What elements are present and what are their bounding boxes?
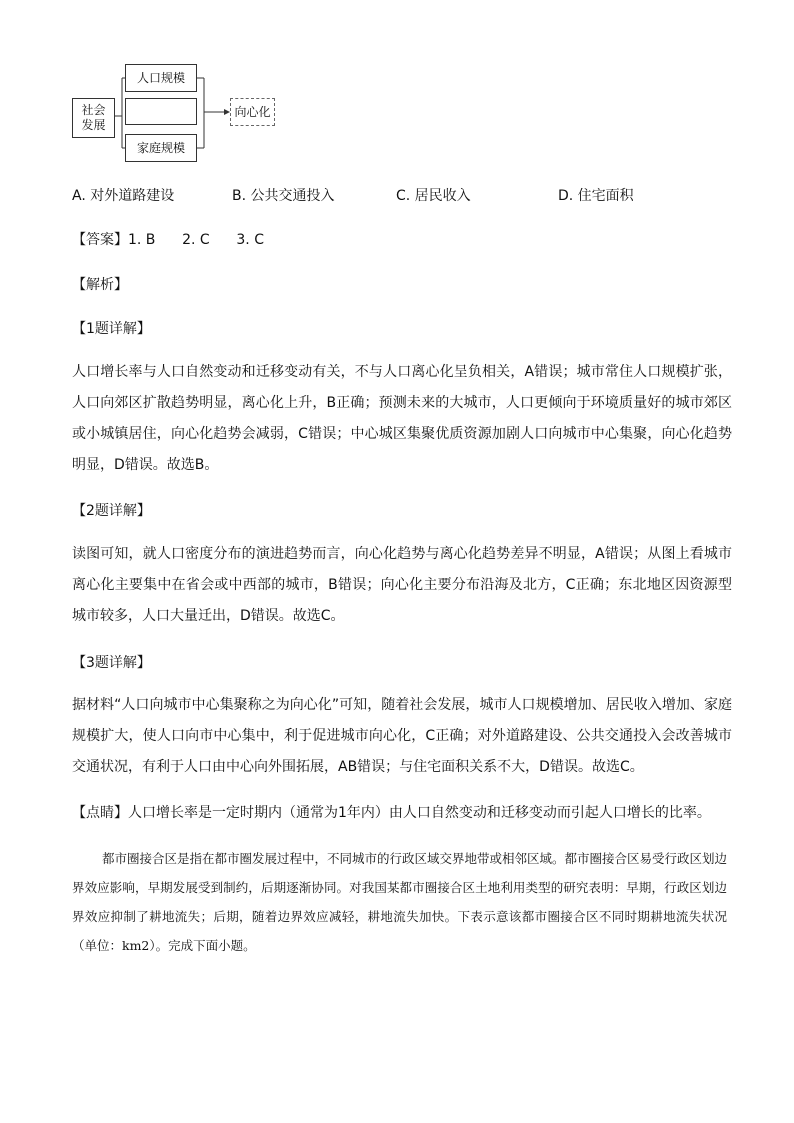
blank-factor-box bbox=[125, 98, 197, 125]
q2-heading: 【2题详解】 bbox=[72, 503, 151, 519]
option-c: C. 居民收入 bbox=[396, 188, 471, 204]
q3-heading: 【3题详解】 bbox=[72, 655, 151, 671]
tip-note: 【点睛】人口增长率是一定时期内（通常为1年内）由人口自然变动和迁移变动而引起人口增长的比率。 bbox=[72, 805, 711, 821]
material-passage: 都市圈接合区是指在都市圈发展过程中，不同城市的行政区域交界地带或相邻区域。都市圈接合区易受行政区划边界效应影响，早期发展受到制约，后期逐渐协同。对我国某都市圈接合区土地利用类型的研究表明：早期，行政区划边界效应抑制了耕地流失；后期，随着边界效应减轻，耕地流失加快。下表示意该都市圈接合区不同时期耕地流失状况（单位：km2）。完成下面小题。 bbox=[72, 851, 728, 953]
option-d: D. 住宅面积 bbox=[558, 188, 634, 204]
q3-explanation: 据材料“人口向城市中心集聚称之为向心化”可知，随着社会发展，城市人口规模增加、居民收入增加、家庭规模扩大，使人口向市中心集中，利于促进城市向心化，C正确；对外道路建设、公共交通投入会改善城市交通状况，有利于人口由中心向外围拓展，AB错误；与住宅面积关系不大，D错误。故选C。 bbox=[72, 697, 732, 775]
option-b: B. 公共交通投入 bbox=[232, 188, 335, 204]
q1-heading: 【1题详解】 bbox=[72, 321, 151, 337]
centripetal-box: 向心化 bbox=[230, 98, 275, 126]
family-scale-box: 家庭规模 bbox=[125, 134, 197, 162]
flow-diagram bbox=[72, 60, 282, 164]
society-development-box: 社会 发展 bbox=[72, 98, 115, 138]
analysis-heading: 【解析】 bbox=[72, 277, 128, 293]
answer-options bbox=[72, 185, 732, 205]
answer-line: 【答案】1. B 2. C 3. C bbox=[72, 232, 264, 248]
q1-explanation: 人口增长率与人口自然变动和迁移变动有关，不与人口离心化呈负相关，A错误；城市常住人口规模扩张，人口向郊区扩散趋势明显，离心化上升，B正确；预测未来的大城市，人口更倾向于环境质量好的城市郊区或小城镇居住，向心化趋势会减弱，C错误；中心城区集聚优质资源加剧人口向城市中心集聚，向心化趋势明显，D错误。故选B。 bbox=[72, 364, 732, 473]
q2-explanation: 读图可知，就人口密度分布的演进趋势而言，向心化趋势与离心化趋势差异不明显，A错误；从图上看城市离心化主要集中在省会或中西部的城市，B错误；向心化主要分布沿海及北方，C正确；东北地区因资源型城市较多，人口大量迁出，D错误。故选C。 bbox=[72, 546, 732, 624]
option-a: A. 对外道路建设 bbox=[72, 188, 175, 204]
population-scale-box: 人口规模 bbox=[125, 64, 197, 92]
